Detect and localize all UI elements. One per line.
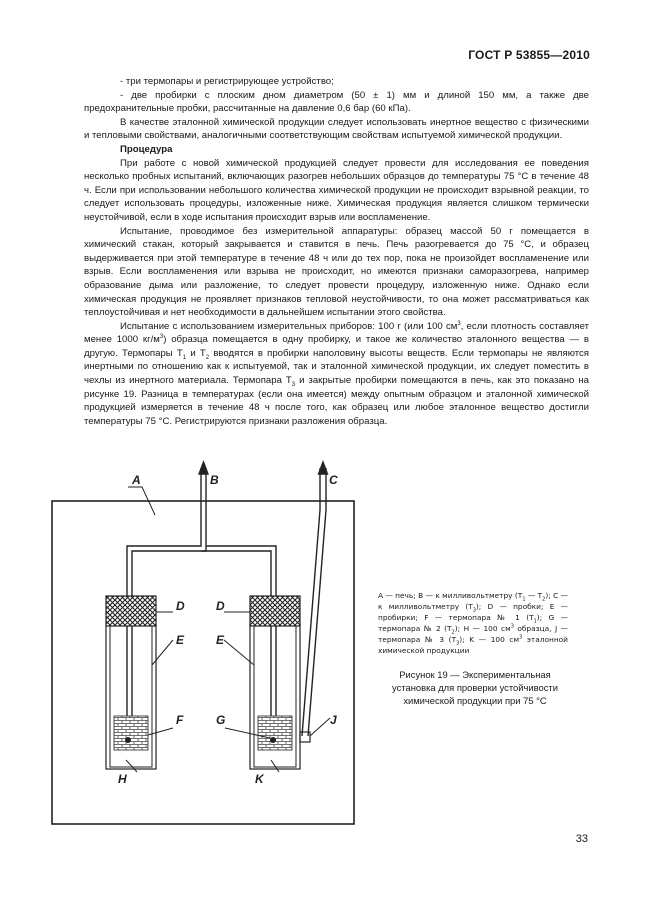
- label-f: F: [176, 713, 184, 727]
- label-c: C: [329, 473, 338, 487]
- label-d-left: D: [176, 599, 185, 613]
- paragraph: При работе с новой химической продукцией следует провести для исследования ее поведения несколько пробных испытаний, включающих разогрев небольших образцов до температуры 75 °С в течение 48 ч. Если при использовании небольшого количества химической продукции не происходит взрывной реакции, то следует использовать процедуры, изложенные ниже. Химическая продукция является слишком термически неустойчивой, если в ходе испытания происходит взрыв или воспламенение.: [84, 157, 589, 223]
- section-heading: Процедура: [120, 143, 173, 155]
- label-j: J: [330, 713, 337, 727]
- label-b: B: [210, 473, 219, 487]
- figure-legend: A — печь; B — к милливольтметру ($Т_1$ — $Т_2$); C — к милливольтметру $(Т_3)$; D — пробки; E — пробирки; F — термопара № 1 $(Т_1)$; G — термопара № 2 $(Т_2)$; H — 100 $см^3$ образца, J — термопара № 3 $(Т_3)$; K — 100 $см^3$ эталонной химической продукции: [378, 591, 568, 655]
- label-d-right: D: [216, 599, 225, 613]
- page-number: 33: [575, 833, 588, 845]
- label-e-right: E: [216, 633, 225, 647]
- label-k: K: [255, 772, 264, 786]
- list-item: - две пробирки с плоским дном диаметром (50 ± 1) мм и длиной 150 мм, а также две предохранительные пробки, рассчитанные на давление 0,6 бар (60 кПа).: [84, 89, 589, 115]
- label-a: A: [132, 473, 141, 487]
- furnace-outline: [52, 501, 354, 824]
- list-item: - три термопары и регистрирующее устройство;: [120, 76, 334, 87]
- stopper: [106, 596, 156, 626]
- right-test-tube: [250, 596, 310, 769]
- figure-caption: Рисунок 19 — Экспериментальная установка для проверки устойчивости химической продукции при 75 °С: [392, 669, 558, 706]
- document-code-header: ГОСТ Р 53855—2010: [468, 48, 590, 62]
- thermocouple-lead-c: [302, 462, 328, 736]
- paragraph: В качестве эталонной химической продукции следует использовать инертное вещество с физическими и тепловыми свойствами, аналогичными соответствующим свойствам испытуемой химической продукции.: [84, 116, 589, 142]
- label-g: G: [216, 713, 226, 727]
- label-h: H: [118, 772, 127, 786]
- stopper: [250, 596, 300, 626]
- paragraph: Испытание, проводимое без измерительной аппаратуры: образец массой 50 г помещается в химический стакан, который закрывается и ставится в печь. Печь разогревается до 75 °С, и образец выдерживается при этой температуре в течение 48 ч или до тех пор, пока не произойдет воспламенение или взрыв. Если воспламенения или взрыва не происходит, но имеются признаки саморазогрева, например образование дыма или разложение, то следует провести процедуру, изложенную ниже. Однако если химическая продукция не проявляет признаков тепловой неустойчивости, то она может рассматриваться как теплоустойчивая и нет необходимости в дальнейшем испытании этого свойства.: [84, 225, 589, 319]
- paragraph: Испытание с использованием измерительных приборов: 100 г (или 100 $см^3$, если плотность составляет менее 1000 $кг/м^3$) образца помещается в одну пробирку, и такое же количество эталонного вещества — в другую. Термопары $Т_1$ и $Т_2$ вводятся в пробирки наполовину высоты веществ. Если термопары не являются инертными по отношению как к испытуемой, так и эталонной химической продукции, их следует поместить в чехлы из инертного материала. Термопара $Т_3$ и закрытые пробирки помещаются в печь, как это показано на рисунке 19. Разница в температурах (если она имеется) между опытным образцом и эталонной химической продукцией измеряется в течение 48 ч после того, как образец или любое эталонное вещество достигли температуры 75 °С. Регистрируются признаки разложения образца.: [84, 320, 590, 427]
- left-test-tube: [106, 596, 156, 769]
- label-e-left: E: [176, 633, 185, 647]
